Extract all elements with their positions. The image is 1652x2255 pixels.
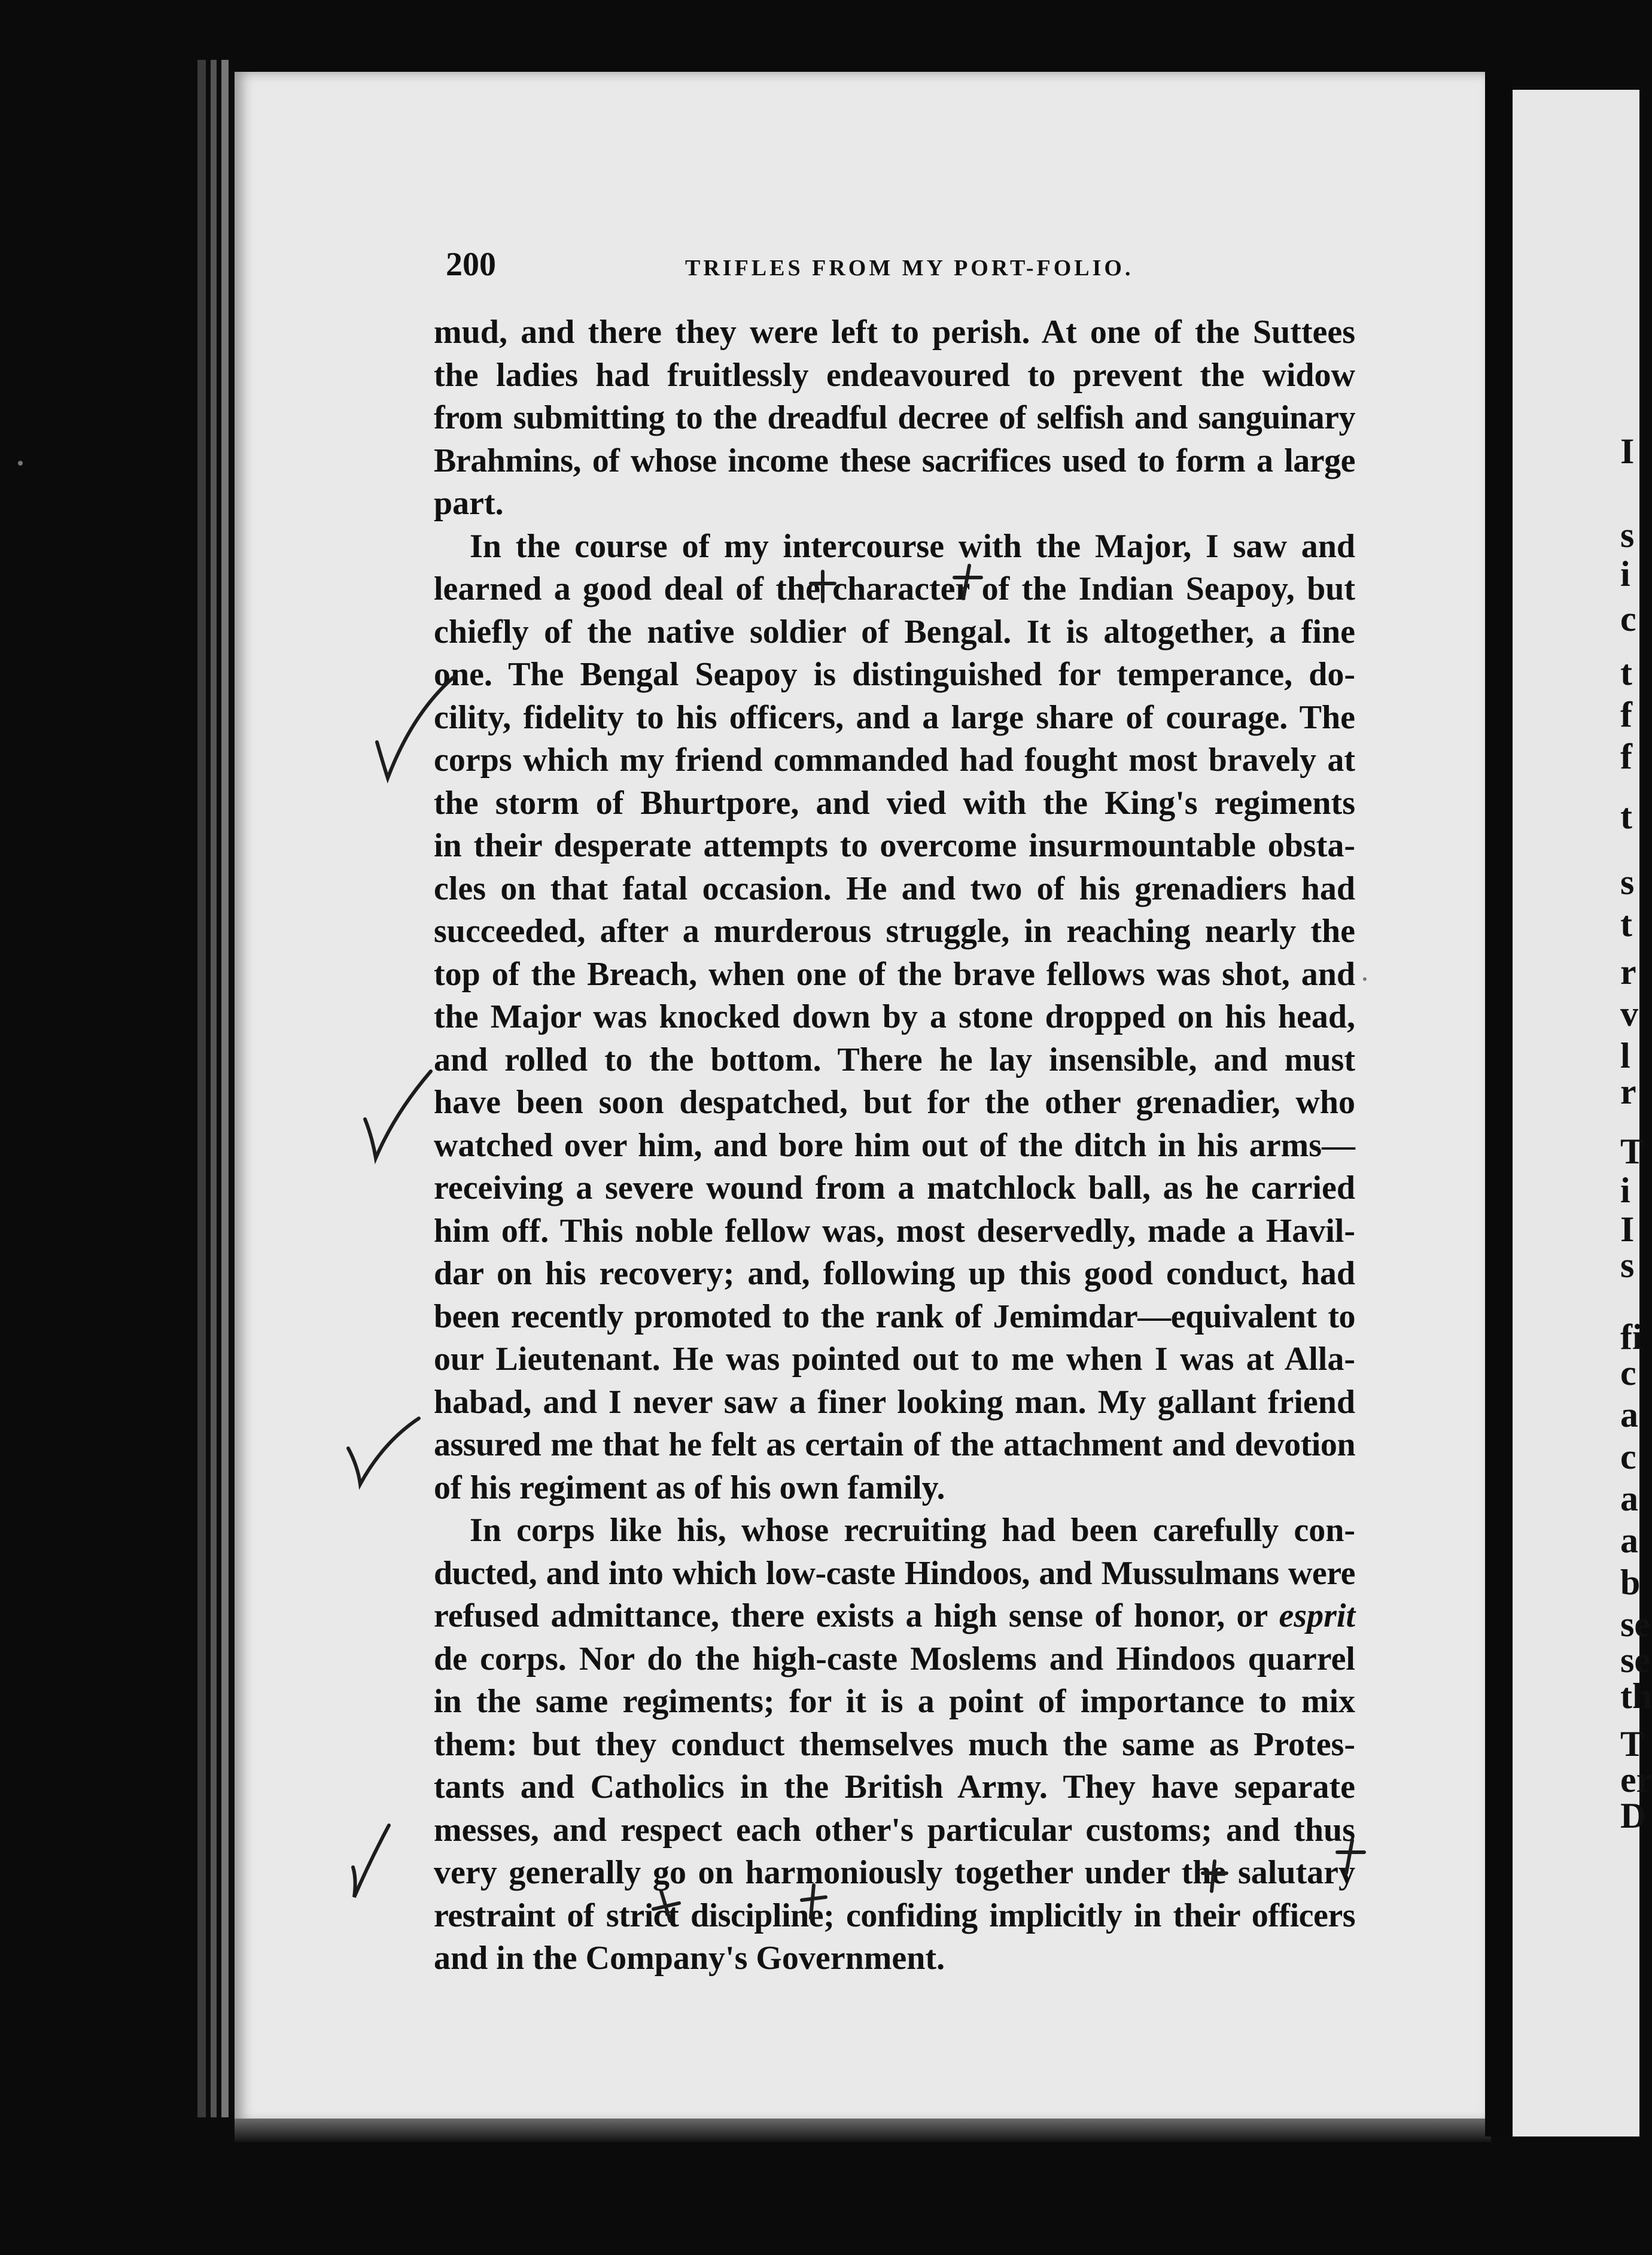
text-line: part. bbox=[434, 485, 504, 522]
dust-speck bbox=[1363, 977, 1367, 981]
text-line: messes, and respect each other's particular customs; and thus bbox=[434, 1811, 1355, 1849]
text-line: de corps. Nor do the high-caste Moslems and Hindoos quarrel bbox=[434, 1640, 1355, 1677]
text-line: our Lieutenant. He was pointed out to me when I was at Alla- bbox=[434, 1341, 1355, 1378]
text-line: and in the Company's Government. bbox=[434, 1940, 945, 1977]
check-mark-icon bbox=[365, 1071, 431, 1158]
next-page-letter-fragment: c bbox=[1620, 599, 1636, 639]
next-page-letter-fragment: fi bbox=[1620, 1317, 1642, 1357]
next-page-letter-fragment: r bbox=[1620, 1072, 1636, 1111]
next-page-letter-fragment: th bbox=[1620, 1676, 1652, 1716]
next-page-letter-fragment: s bbox=[1620, 515, 1635, 555]
running-title: TRIFLES FROM MY PORT-FOLIO. bbox=[685, 256, 1134, 281]
text-line: habad, and I never saw a finer looking man. My gallant friend bbox=[434, 1383, 1355, 1421]
check-mark-icon bbox=[348, 1418, 419, 1484]
text-line: assured me that he felt as certain of the attachment and devotion bbox=[434, 1426, 1355, 1463]
text-line: the Major was knocked down by a stone dropped on his head, bbox=[434, 998, 1355, 1035]
next-page-letter-fragment: er bbox=[1620, 1760, 1652, 1800]
text-line: the ladies had fruitlessly endeavoured to prevent the widow bbox=[434, 356, 1355, 394]
text-line: receiving a severe wound from a matchlock ball, as he carried bbox=[434, 1169, 1355, 1206]
italic-phrase: esprit bbox=[1279, 1597, 1355, 1634]
next-page-letter-fragment: T bbox=[1620, 1724, 1645, 1764]
next-page-letter-fragment: a bbox=[1620, 1521, 1638, 1560]
text-line: top of the Breach, when one of the brave fellows was shot, and bbox=[434, 955, 1355, 993]
text-line: cility, fidelity to his officers, and a large share of courage. The bbox=[434, 698, 1355, 736]
text-line: mud, and there they were left to perish. At one of the Suttees bbox=[434, 314, 1355, 351]
next-page-letter-fragment: s bbox=[1620, 862, 1635, 902]
text-line: dar on his recovery; and, following up this good conduct, had bbox=[434, 1255, 1355, 1292]
text-line: from submitting to the dreadful decree of selfish and sanguinary bbox=[434, 399, 1355, 436]
next-page-letter-fragment: t bbox=[1620, 904, 1632, 944]
next-page-letter-fragment: T bbox=[1620, 1132, 1645, 1171]
next-page-letter-fragment: t bbox=[1620, 653, 1632, 692]
text-line: them: but they conduct themselves much the same as Protes- bbox=[434, 1725, 1355, 1763]
text-line: learned a good deal of the character of the Indian Seapoy, but bbox=[434, 570, 1355, 607]
next-page-letter-fragment: i bbox=[1620, 554, 1630, 594]
next-page-letter-fragment: b bbox=[1620, 1563, 1641, 1602]
check-mark-icon bbox=[377, 676, 455, 778]
next-page-letter-fragment: i bbox=[1620, 1171, 1630, 1210]
text-line: In the course of my intercourse with the Major, I saw and bbox=[470, 527, 1355, 565]
cross-mark-icon bbox=[1203, 1861, 1227, 1891]
check-mark-icon bbox=[353, 1825, 389, 1897]
text-line: of his regiment as of his own family. bbox=[434, 1469, 945, 1506]
cross-mark-icon bbox=[653, 1891, 679, 1921]
page-number: 200 bbox=[446, 246, 496, 283]
dust-speck bbox=[18, 461, 23, 466]
text-line: restraint of strict discipline; confiding implicitly in their officers bbox=[434, 1897, 1355, 1934]
text-line: have been soon despatched, but for the other grenadier, who bbox=[434, 1084, 1355, 1121]
text-line: cles on that fatal occasion. He and two of his grenadiers had bbox=[434, 870, 1355, 907]
text-line: watched over him, and bore him out of the ditch in his arms— bbox=[434, 1126, 1355, 1164]
next-page-letter-fragment: t bbox=[1620, 797, 1632, 836]
text-line: the storm of Bhurtpore, and vied with the King's regiments bbox=[434, 784, 1355, 822]
text-line: very generally go on harmoniously together under the salutary bbox=[434, 1854, 1355, 1891]
text-line-segment: refused admittance, there exists a high sense of honor, or bbox=[434, 1597, 1268, 1634]
next-page-letter-fragment: s bbox=[1620, 1245, 1635, 1285]
text-line: in the same regiments; for it is a point of importance to mix bbox=[434, 1683, 1355, 1720]
text-line: In corps like his, whose recruiting had been carefully con- bbox=[470, 1512, 1355, 1549]
text-line: Brahmins, of whose income these sacrifices used to form a large bbox=[434, 442, 1355, 479]
next-page-letter-fragment: f bbox=[1620, 737, 1632, 776]
text-line: succeeded, after a murderous struggle, in reaching nearly the bbox=[434, 913, 1355, 950]
text-line: tants and Catholics in the British Army. They have separate bbox=[434, 1768, 1355, 1806]
cross-mark-icon bbox=[1337, 1840, 1364, 1873]
next-page-letter-fragment: v bbox=[1620, 994, 1638, 1034]
text-line: been recently promoted to the rank of Jemimdar—equivalent to bbox=[434, 1297, 1355, 1335]
next-page-letter-fragment: a bbox=[1620, 1395, 1638, 1435]
text-line: one. The Bengal Seapoy is distinguished for temperance, do- bbox=[434, 656, 1355, 693]
text-line: him off. This noble fellow was, most deservedly, made a Havil- bbox=[434, 1212, 1355, 1250]
next-page-letter-fragment: c bbox=[1620, 1437, 1636, 1476]
next-page-letter-fragment: I bbox=[1620, 1209, 1635, 1249]
next-page-letter-fragment: se bbox=[1620, 1604, 1650, 1644]
next-page-letter-fragment: D bbox=[1620, 1796, 1647, 1835]
text-line: and rolled to the bottom. There he lay insensible, and must bbox=[434, 1041, 1355, 1078]
cross-mark-icon bbox=[802, 1885, 826, 1918]
next-page-letter-fragment: a bbox=[1620, 1479, 1638, 1518]
next-page-letter-fragment: r bbox=[1620, 952, 1636, 992]
text-line: chiefly of the native soldier of Bengal. It is altogether, a fine bbox=[434, 613, 1355, 651]
cross-mark-icon bbox=[811, 572, 835, 601]
next-page-letter-fragment: l bbox=[1620, 1036, 1630, 1075]
next-page-letter-fragment: c bbox=[1620, 1353, 1636, 1393]
cross-mark-icon bbox=[954, 566, 981, 598]
text-line: corps which my friend commanded had fought most bravely at bbox=[434, 741, 1355, 779]
next-page-letter-fragment: se bbox=[1620, 1640, 1650, 1680]
text-line: in their desperate attempts to overcome insurmountable obsta- bbox=[434, 827, 1355, 864]
text-line: ducted, and into which low-caste Hindoos, and Mussulmans were bbox=[434, 1554, 1355, 1592]
next-page-letter-fragment: f bbox=[1620, 695, 1632, 734]
next-page-letter-fragment: I bbox=[1620, 431, 1635, 471]
